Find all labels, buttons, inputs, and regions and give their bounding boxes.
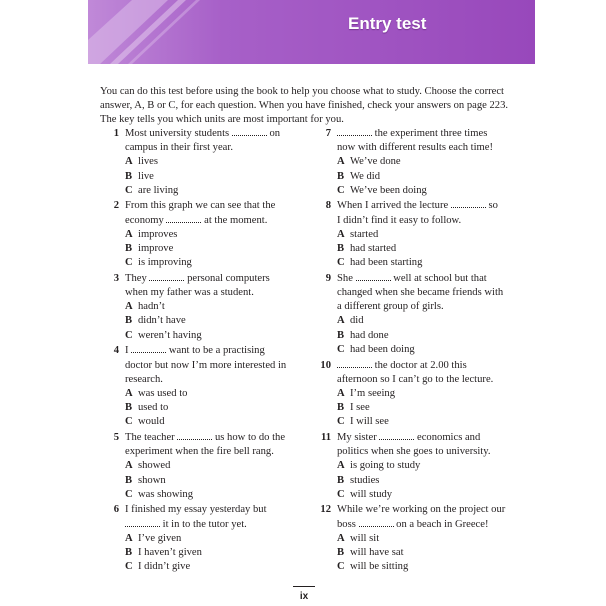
option-c [125, 256, 303, 270]
option-b [337, 170, 515, 184]
question-1 [103, 127, 303, 198]
question-text: I [125, 345, 132, 357]
option-a [337, 459, 515, 473]
banner-graphic [88, 0, 535, 64]
question-body [125, 272, 303, 343]
option-letter: B [125, 243, 133, 254]
question-text: research. [125, 373, 163, 385]
option-text: lives [138, 156, 159, 168]
question-text: now with different results each time! [337, 142, 494, 154]
option-letter: A [125, 532, 133, 544]
option-c [337, 560, 515, 574]
option-text: are living [138, 184, 179, 196]
option-letter: B [125, 170, 133, 182]
question-11 [315, 431, 515, 502]
option-letter: C [337, 343, 345, 355]
question-body [337, 431, 515, 502]
option-text: will sit [350, 532, 380, 544]
question-text: on [266, 128, 281, 139]
question-body [125, 431, 303, 502]
option-a [125, 459, 303, 473]
question-text: want to be a practising [166, 345, 265, 357]
option-letter: B [337, 329, 345, 341]
question-body [337, 199, 515, 270]
option-letter: C [337, 257, 345, 269]
answer-blank [451, 207, 486, 208]
option-a [125, 228, 303, 242]
option-text: did [350, 315, 364, 327]
question-number: 3 [113, 272, 119, 284]
question-text: My sister [337, 431, 380, 443]
question-text-line [337, 272, 515, 286]
question-number: 2 [113, 200, 119, 212]
option-text: studies [350, 474, 380, 486]
option-text: I didn’t give [138, 561, 191, 573]
option-letter: C [337, 488, 345, 500]
option-c [337, 184, 515, 198]
option-b [337, 329, 515, 343]
question-text: economics and [414, 431, 481, 443]
option-text: is improving [138, 257, 192, 269]
option-letter: C [125, 329, 133, 341]
answer-blank [356, 280, 391, 281]
question-text-line [125, 344, 303, 358]
question-number: 11 [320, 431, 331, 443]
option-letter: C [125, 488, 133, 500]
option-letter: A [125, 387, 133, 399]
question-text: The teacher [125, 431, 178, 443]
option-b [125, 314, 303, 328]
option-letter: B [125, 402, 133, 414]
option-letter: C [125, 184, 133, 196]
option-text: didn’t have [138, 315, 186, 327]
option-letter: A [125, 460, 133, 472]
question-3 [103, 272, 303, 343]
question-text-line [125, 272, 303, 286]
option-text: We did [350, 170, 381, 182]
question-text-line [125, 445, 303, 459]
option-c [337, 488, 515, 502]
option-text: weren’t having [138, 329, 202, 341]
option-text: improves [138, 228, 178, 240]
question-text: doctor but now I’m more interested in [125, 359, 287, 371]
option-c [125, 415, 303, 429]
option-c [337, 415, 515, 429]
option-text: had been starting [350, 257, 423, 269]
answer-blank [166, 222, 201, 223]
question-number: 12 [320, 504, 331, 516]
question-text: She [337, 272, 356, 284]
question-text-line [125, 286, 303, 300]
option-letter: B [337, 546, 345, 558]
option-text: had started [350, 243, 397, 254]
option-letter: B [337, 243, 345, 254]
option-a [125, 155, 303, 169]
option-c [125, 329, 303, 343]
answer-blank [359, 526, 394, 527]
question-text-line [125, 127, 303, 141]
option-b [337, 401, 515, 415]
question-text: They [125, 272, 150, 284]
answer-blank [337, 135, 372, 136]
question-text-line [337, 141, 515, 155]
option-text: had been doing [350, 343, 415, 355]
question-column-right [315, 127, 515, 576]
answer-blank [149, 280, 184, 281]
question-number: 10 [320, 359, 331, 371]
question-number: 9 [325, 272, 331, 284]
question-9 [315, 272, 515, 357]
question-text-line [337, 214, 515, 228]
question-text: so [485, 200, 498, 212]
option-a [337, 387, 515, 401]
question-text: I didn’t find it easy to follow. [337, 214, 462, 226]
option-text: I’ve given [138, 532, 182, 544]
option-letter: A [337, 228, 345, 240]
question-number: 7 [325, 128, 331, 139]
option-a [125, 300, 303, 314]
option-c [125, 184, 303, 198]
question-number: 6 [113, 504, 119, 516]
option-letter: B [337, 402, 345, 414]
question-text: personal computers [184, 272, 270, 284]
option-text: was showing [138, 488, 194, 500]
option-letter: B [337, 170, 345, 182]
option-text: I see [350, 402, 370, 414]
question-text: us how to do the [212, 431, 286, 443]
option-text: started [350, 228, 379, 240]
option-b [337, 546, 515, 560]
option-c [337, 343, 515, 357]
question-text-line [337, 431, 515, 445]
option-letter: C [337, 184, 345, 196]
question-text: While we’re working on the project our [337, 504, 506, 516]
question-10 [315, 359, 515, 430]
question-2 [103, 199, 303, 270]
instructions-line: answer, A, B or C, for each question. When you have finished, check your answers on page 223. [100, 100, 509, 112]
question-text-line [337, 445, 515, 459]
question-7 [315, 127, 515, 198]
question-text: When I arrived the lecture [337, 200, 451, 212]
question-text-line [337, 518, 515, 532]
option-text: I will see [350, 416, 389, 428]
question-text: boss [337, 518, 359, 530]
question-body [125, 344, 303, 429]
option-text: improve [138, 243, 174, 254]
option-letter: B [125, 315, 133, 327]
header-banner [88, 0, 535, 64]
answer-blank [337, 367, 372, 368]
option-letter: A [125, 301, 133, 313]
question-text-line [125, 373, 303, 387]
instructions-line: The key tells you which units are most important for you. [100, 114, 344, 126]
option-a [337, 314, 515, 328]
question-text: at the moment. [201, 214, 268, 226]
option-a [337, 155, 515, 169]
option-text: showed [138, 460, 171, 472]
question-body [125, 503, 303, 574]
option-b [125, 401, 303, 415]
option-c [125, 488, 303, 502]
option-letter: B [337, 474, 345, 486]
option-text: will be sitting [350, 561, 409, 573]
question-text: the experiment three times [372, 128, 488, 139]
question-text: changed when she became friends with [337, 287, 504, 299]
option-text: was used to [138, 387, 188, 399]
question-number: 1 [113, 128, 119, 139]
option-letter: C [125, 416, 133, 428]
option-text: will have sat [350, 546, 404, 558]
page-title: Entry test [348, 14, 427, 33]
question-text: it in to the tutor yet. [160, 518, 247, 530]
option-letter: A [337, 460, 345, 472]
page-number: ix [299, 591, 309, 602]
question-text-line [337, 503, 515, 517]
question-text-line [125, 518, 303, 532]
question-text: a different group of girls. [337, 301, 444, 313]
question-column-left [103, 127, 303, 576]
question-number: 8 [325, 200, 331, 212]
option-text: shown [138, 474, 166, 486]
question-text-line [125, 141, 303, 155]
option-b [125, 170, 303, 184]
question-text: the doctor at 2.00 this [372, 359, 467, 371]
option-text: We’ve done [350, 156, 401, 168]
answer-blank [125, 526, 160, 527]
question-text-line [337, 127, 515, 141]
question-text-line [125, 199, 303, 213]
option-letter: A [337, 532, 345, 544]
question-6 [103, 503, 303, 574]
question-body [337, 127, 515, 198]
answer-blank [379, 439, 414, 440]
option-b [337, 242, 515, 256]
instructions [100, 85, 508, 128]
question-text: on a beach in Greece! [393, 518, 489, 530]
question-5 [103, 431, 303, 502]
question-text-line [337, 373, 515, 387]
option-text: will study [350, 488, 393, 500]
option-letter: A [125, 228, 133, 240]
question-text-line [337, 359, 515, 373]
question-text: experiment when the fire bell rang. [125, 446, 274, 458]
question-body [125, 199, 303, 270]
question-body [337, 359, 515, 430]
question-4 [103, 344, 303, 429]
option-letter: A [337, 315, 345, 327]
option-letter: C [337, 561, 345, 573]
option-a [337, 228, 515, 242]
option-b [337, 474, 515, 488]
option-letter: B [125, 546, 133, 558]
answer-blank [177, 439, 212, 440]
question-text: Most university students [125, 128, 232, 139]
option-text: hadn’t [138, 301, 165, 313]
option-a [125, 387, 303, 401]
question-text-line [125, 359, 303, 373]
question-text-line [337, 300, 515, 314]
question-text-line [337, 286, 515, 300]
page-number-rule [293, 586, 315, 587]
question-text: afternoon so I can’t go to the lecture. [337, 373, 494, 385]
question-text-line [337, 199, 515, 213]
option-letter: C [337, 416, 345, 428]
option-letter: B [125, 474, 133, 486]
option-c [125, 560, 303, 574]
option-text: live [138, 170, 154, 182]
question-text-line [125, 214, 303, 228]
option-a [125, 532, 303, 546]
option-text: used to [138, 402, 169, 414]
option-b [125, 242, 303, 256]
question-text: economy [125, 214, 167, 226]
option-letter: A [337, 387, 345, 399]
option-a [337, 532, 515, 546]
answer-blank [232, 135, 267, 136]
answer-blank [131, 352, 166, 353]
question-number: 5 [113, 431, 119, 443]
option-letter: C [125, 257, 133, 269]
question-text: when my father was a student. [125, 287, 254, 299]
option-letter: A [337, 156, 345, 168]
instructions-line: You can do this test before using the book to help you choose what to study. Choose the correct [100, 86, 504, 97]
question-number: 4 [113, 345, 119, 357]
option-text: We’ve been doing [350, 184, 427, 196]
question-body [337, 272, 515, 357]
question-text: politics when she goes to university. [337, 446, 491, 458]
question-body [125, 127, 303, 198]
option-text: is going to study [350, 460, 421, 472]
question-text: campus in their first year. [125, 142, 233, 154]
option-c [337, 256, 515, 270]
question-text-line [125, 431, 303, 445]
option-b [125, 474, 303, 488]
question-body [337, 503, 515, 574]
question-text: I finished my essay yesterday but [125, 504, 267, 516]
option-text: would [138, 416, 165, 428]
option-letter: C [125, 561, 133, 573]
question-text: From this graph we can see that the [125, 200, 276, 212]
question-text-line [125, 503, 303, 517]
option-text: I haven’t given [138, 546, 202, 558]
option-text: I’m seeing [350, 387, 396, 399]
question-text: well at school but that [390, 272, 487, 284]
question-8 [315, 199, 515, 270]
option-text: had done [350, 329, 389, 341]
question-12 [315, 503, 515, 574]
option-b [125, 546, 303, 560]
option-letter: A [125, 156, 133, 168]
